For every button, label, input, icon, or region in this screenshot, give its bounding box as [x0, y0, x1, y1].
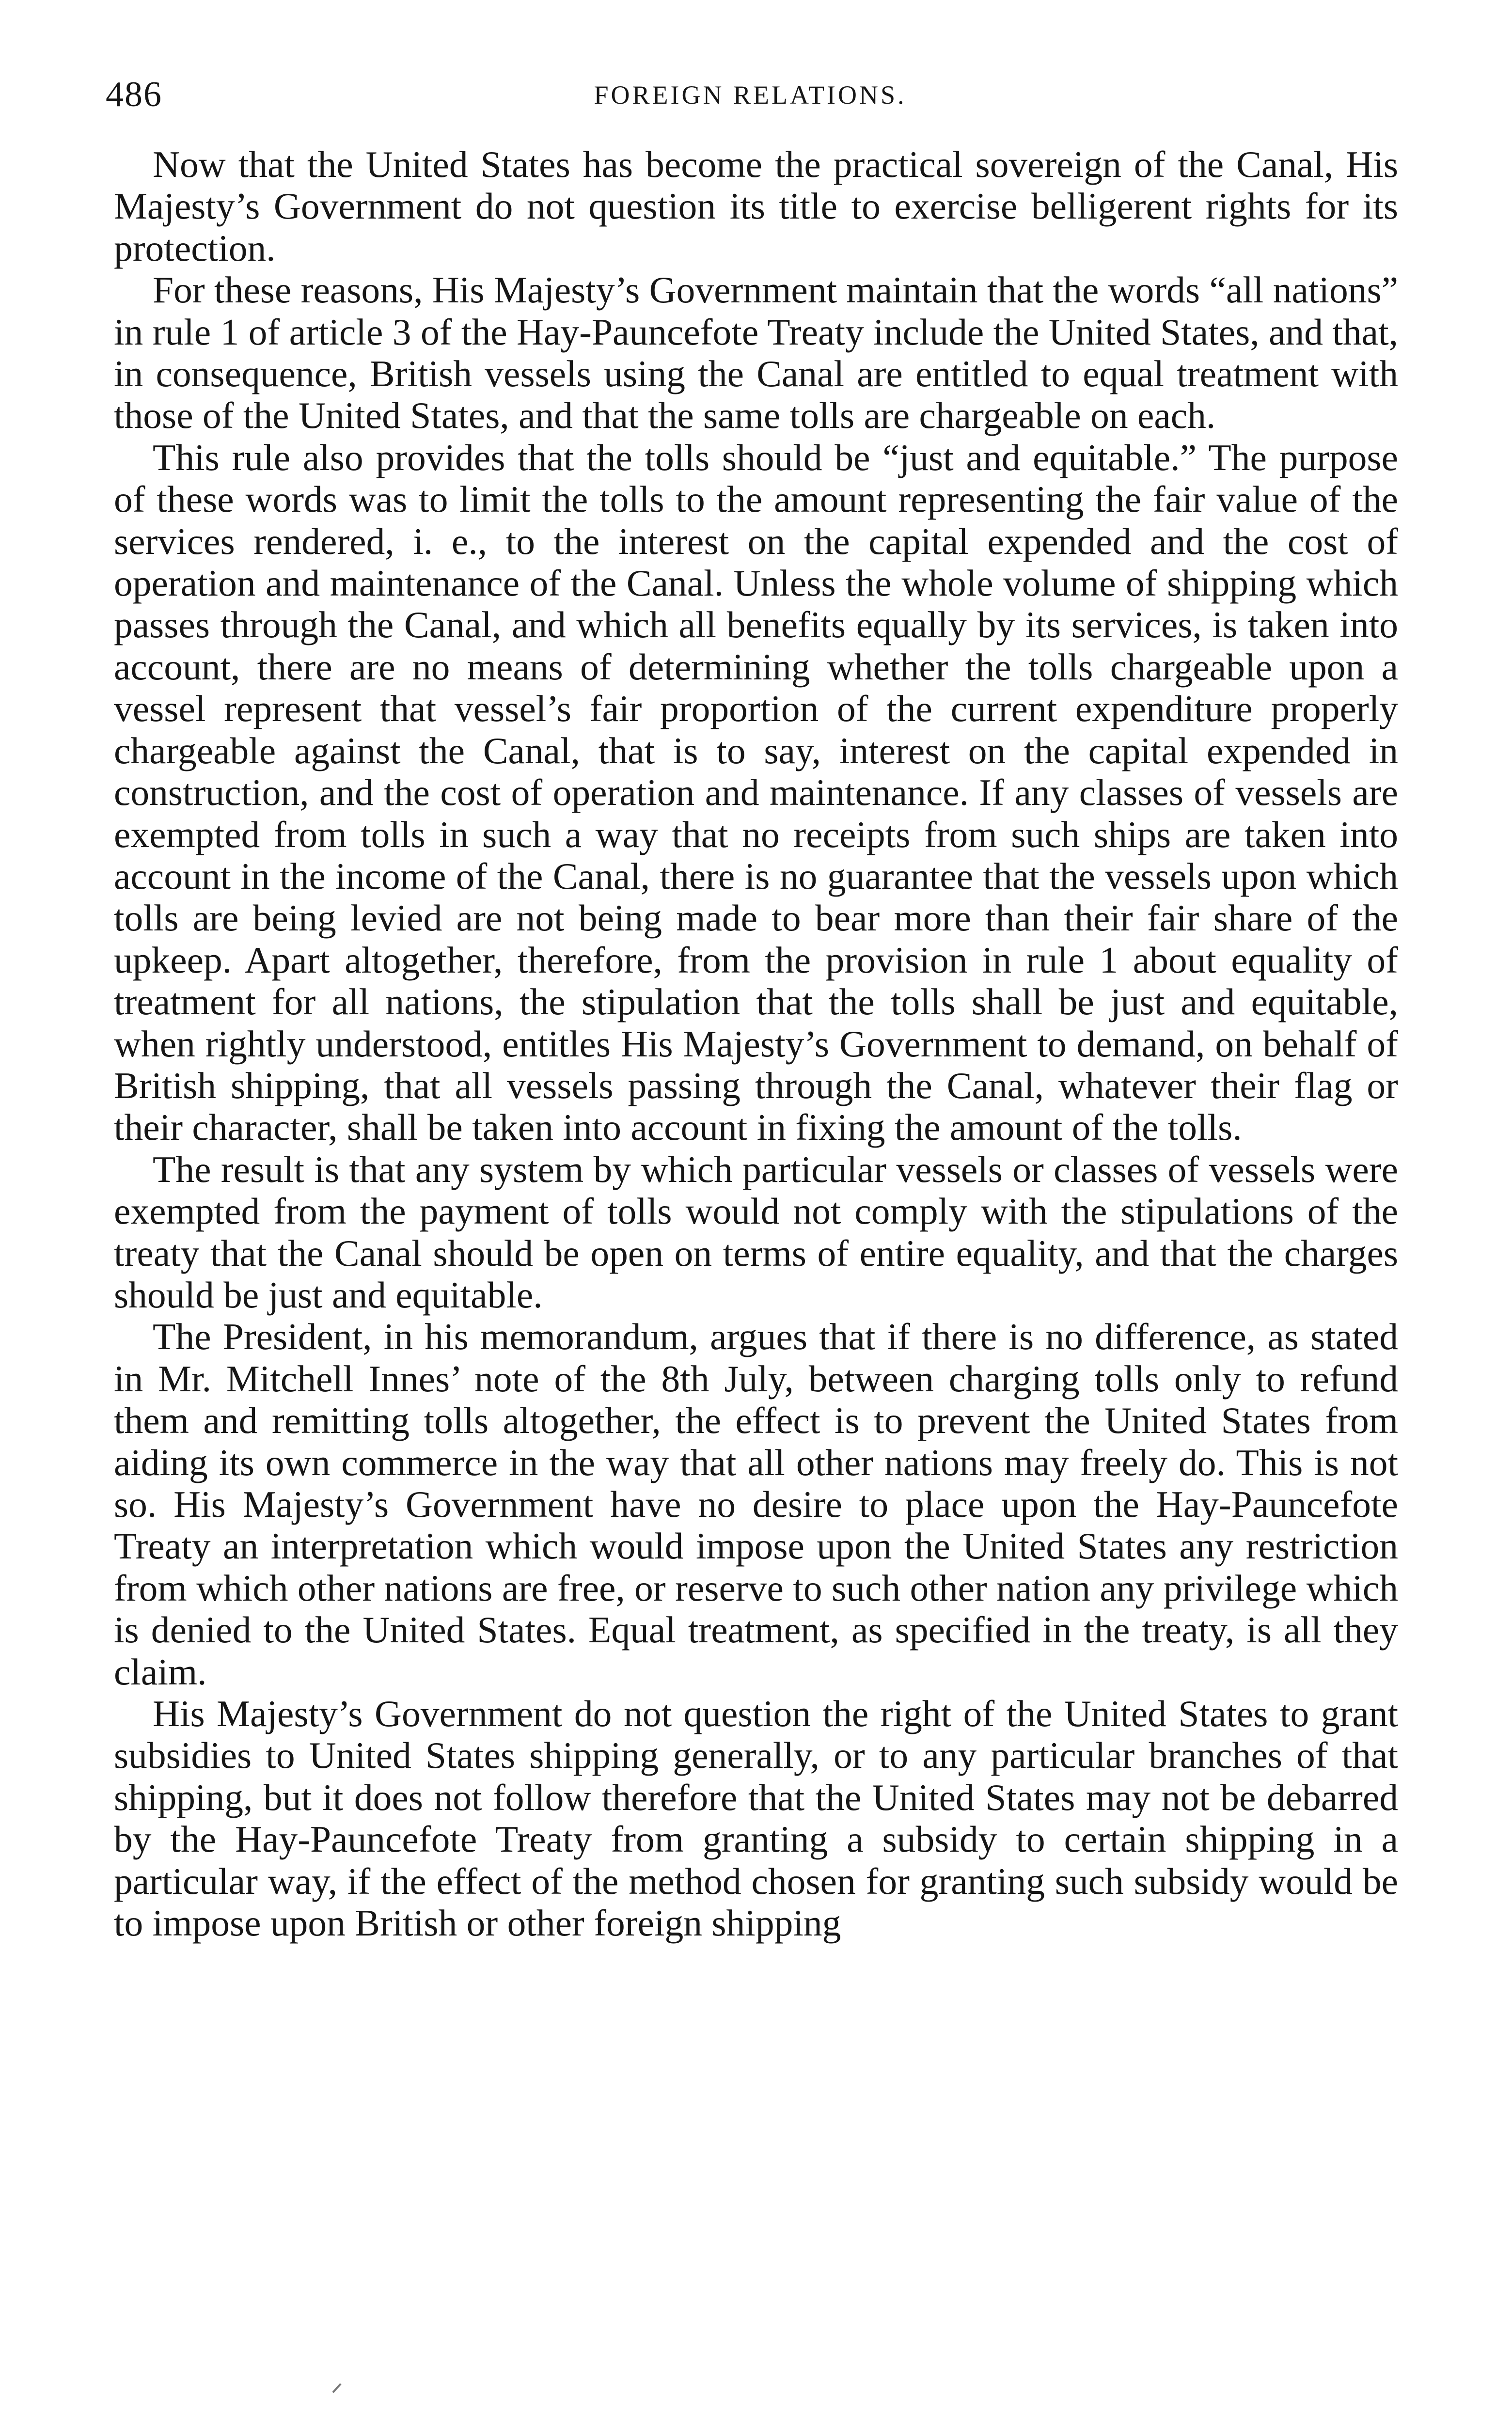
paragraph-subsidies: His Majesty’s Government do not question the right of the United States to grant subsidies to United States shipping generally, or to any particular branches of that shipping, but it does not follow therefore that the United States may not be debarred by the Hay-Pauncefote Treaty from granting a subsidy to certain shipping in a particular way, if the effect of the method chosen for granting such subsidy would be to impose upon British or other foreign shipping — [114, 1693, 1398, 1944]
running-head: FOREIGN RELATIONS. — [594, 80, 907, 110]
paragraph-all-nations: For these reasons, His Majesty’s Government maintain that the words “all nations” in rule 1 of article 3 of the Hay-Pauncefote Treaty include the United States, and that, in consequence, British vessels using the Canal are entitled to equal treatment with those of the United States, and that the same tolls are chargeable on each. — [114, 269, 1398, 437]
paragraph-president-memorandum: The President, in his memorandum, argues that if there is no difference, as stated in Mr. Mitchell Innes’ note of the 8th July, between charging tolls only to refund them and remitting tolls altogether, the effect is to prevent the United States from aiding its own commerce in the way that all other nations may freely do. This is not so. His Majesty’s Government have no desire to place upon the Hay-Pauncefote Treaty an interpretation which would impose upon the United States any restriction from which other nations are free, or reserve to such other nation any privilege which is denied to the United States. Equal treatment, as specified in the treaty, is all they claim. — [114, 1316, 1398, 1693]
paragraph-belligerent-rights: Now that the United States has become the practical sovereign of the Canal, His Majesty’s Government do not question its title to exercise belligerent rights for its protection. — [114, 143, 1398, 269]
page-header — [106, 73, 1395, 116]
paragraph-just-and-equitable: This rule also provides that the tolls should be “just and equitable.” The purpose of these words was to limit the tolls to the amount representing the fair value of the services rendered, i. e., to the interest on the capital expended and the cost of operation and maintenance of the Canal. Unless the whole volume of shipping which passes through the Canal, and which all benefits equally by its services, is taken into account, there are no means of determining whether the tolls chargeable upon a vessel represent that vessel’s fair proportion of the current expenditure properly chargeable against the Canal, that is to say, interest on the capital expended in construction, and the cost of operation and maintenance. If any classes of vessels are exempted from tolls in such a way that no receipts from such ships are taken into account in the income of the Canal, there is no guarantee that the vessels upon which tolls are being levied are not being made to bear more than their fair share of the upkeep. Apart altogether, therefore, from the provision in rule 1 about equality of treatment for all nations, the stipulation that the tolls shall be just and equitable, when rightly understood, entitles His Majesty’s Government to demand, on behalf of British shipping, that all vessels passing through the Canal, whatever their flag or their character, shall be taken into account in fixing the amount of the tolls. — [114, 436, 1398, 1149]
paragraph-exemption-result: The result is that any system by which particular vessels or classes of vessels were exempted from the payment of tolls would not comply with the stipulations of the treaty that the Canal should be open on terms of entire equality, and that the charges should be just and equitable. — [114, 1148, 1398, 1316]
page-number: 486 — [106, 75, 162, 114]
body-text — [114, 143, 1398, 2310]
stray-ink-mark — [332, 2383, 341, 2393]
